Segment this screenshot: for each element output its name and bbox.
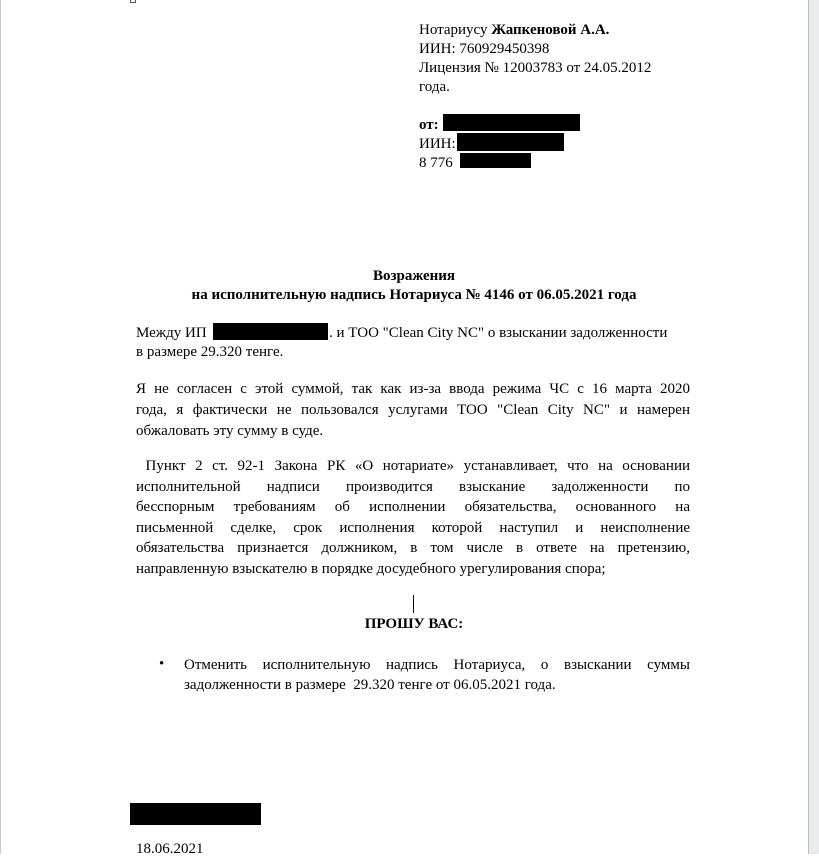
- sender-phone-prefix: 8 776: [419, 155, 453, 171]
- document-title: Возражения: [372, 268, 456, 284]
- paragraph3-line6: направленную взыскателю в порядке досудебного урегулирования спора;: [136, 561, 606, 577]
- request-line2: задолженности в размере 29.320 тенге от 06.05.2021 года.: [184, 677, 556, 693]
- ruler-marker-icon: [130, 0, 136, 3]
- redacted-sender-phone: [460, 153, 531, 168]
- document-subtitle: на исполнительную надпись Нотариуса № 4146 от 06.05.2021 года: [191, 287, 637, 303]
- from-label: от:: [419, 117, 439, 133]
- notary-iin: ИИН: 760929450398: [419, 41, 550, 57]
- redacted-sender-iin: [457, 133, 564, 151]
- paragraph3-line1: Пункт 2 ст. 92-1 Закона РК «О нотариате» устанавливает, что на основании: [136, 458, 690, 474]
- paragraph3-line3: бесспорным требованиям об исполнении обязательства, основанного на: [136, 499, 690, 515]
- paragraph1-rest: . и ТОО "Clean City NC" о взыскании задолженности: [329, 325, 668, 341]
- paragraph1-start: Между ИП: [136, 325, 207, 341]
- redacted-sender-name: [443, 114, 580, 131]
- redacted-signature: [130, 803, 261, 825]
- redacted-ip-name: [213, 323, 328, 340]
- bullet-icon: •: [159, 656, 165, 672]
- notary-line: [419, 21, 609, 40]
- paragraph3-line5: обязательства признается должником, в том числе в ответе на претензию,: [136, 540, 690, 556]
- page-left-edge: [0, 0, 1, 854]
- request-heading: ПРОШУ ВАС:: [364, 616, 464, 632]
- paragraph2-line3: обжаловать эту сумму в суде.: [136, 423, 324, 439]
- license-line: Лицензия № 12003783 от 24.05.2012: [419, 60, 652, 76]
- paragraph3-line4: письменной сделке, срок исполнения которой наступил и неисполнение: [136, 520, 690, 536]
- notary-name: Жапкеновой А.А.: [491, 22, 610, 38]
- request-line1: Отменить исполнительную надпись Нотариуса, о взыскании суммы: [184, 657, 690, 673]
- paragraph2-line1: Я не согласен с этой суммой, так как из-за ввода режима ЧС с 16 марта 2020: [136, 381, 690, 397]
- scrollbar-track[interactable]: [808, 0, 819, 854]
- sender-iin-label: ИИН:: [419, 136, 456, 152]
- license-year: года.: [419, 79, 450, 95]
- footer-date: 18.06.2021: [136, 841, 204, 857]
- text-caret: [413, 595, 414, 613]
- paragraph1-line2: в размере 29.320 тенге.: [136, 344, 284, 360]
- paragraph2-line2: года, я фактически не пользовался услугами ТОО "Clean City NC" и намерен: [136, 402, 690, 418]
- notary-prefix: Нотариусу: [419, 22, 488, 38]
- paragraph3-line2: исполнительной надписи производится взыскание задолженности по: [136, 479, 690, 495]
